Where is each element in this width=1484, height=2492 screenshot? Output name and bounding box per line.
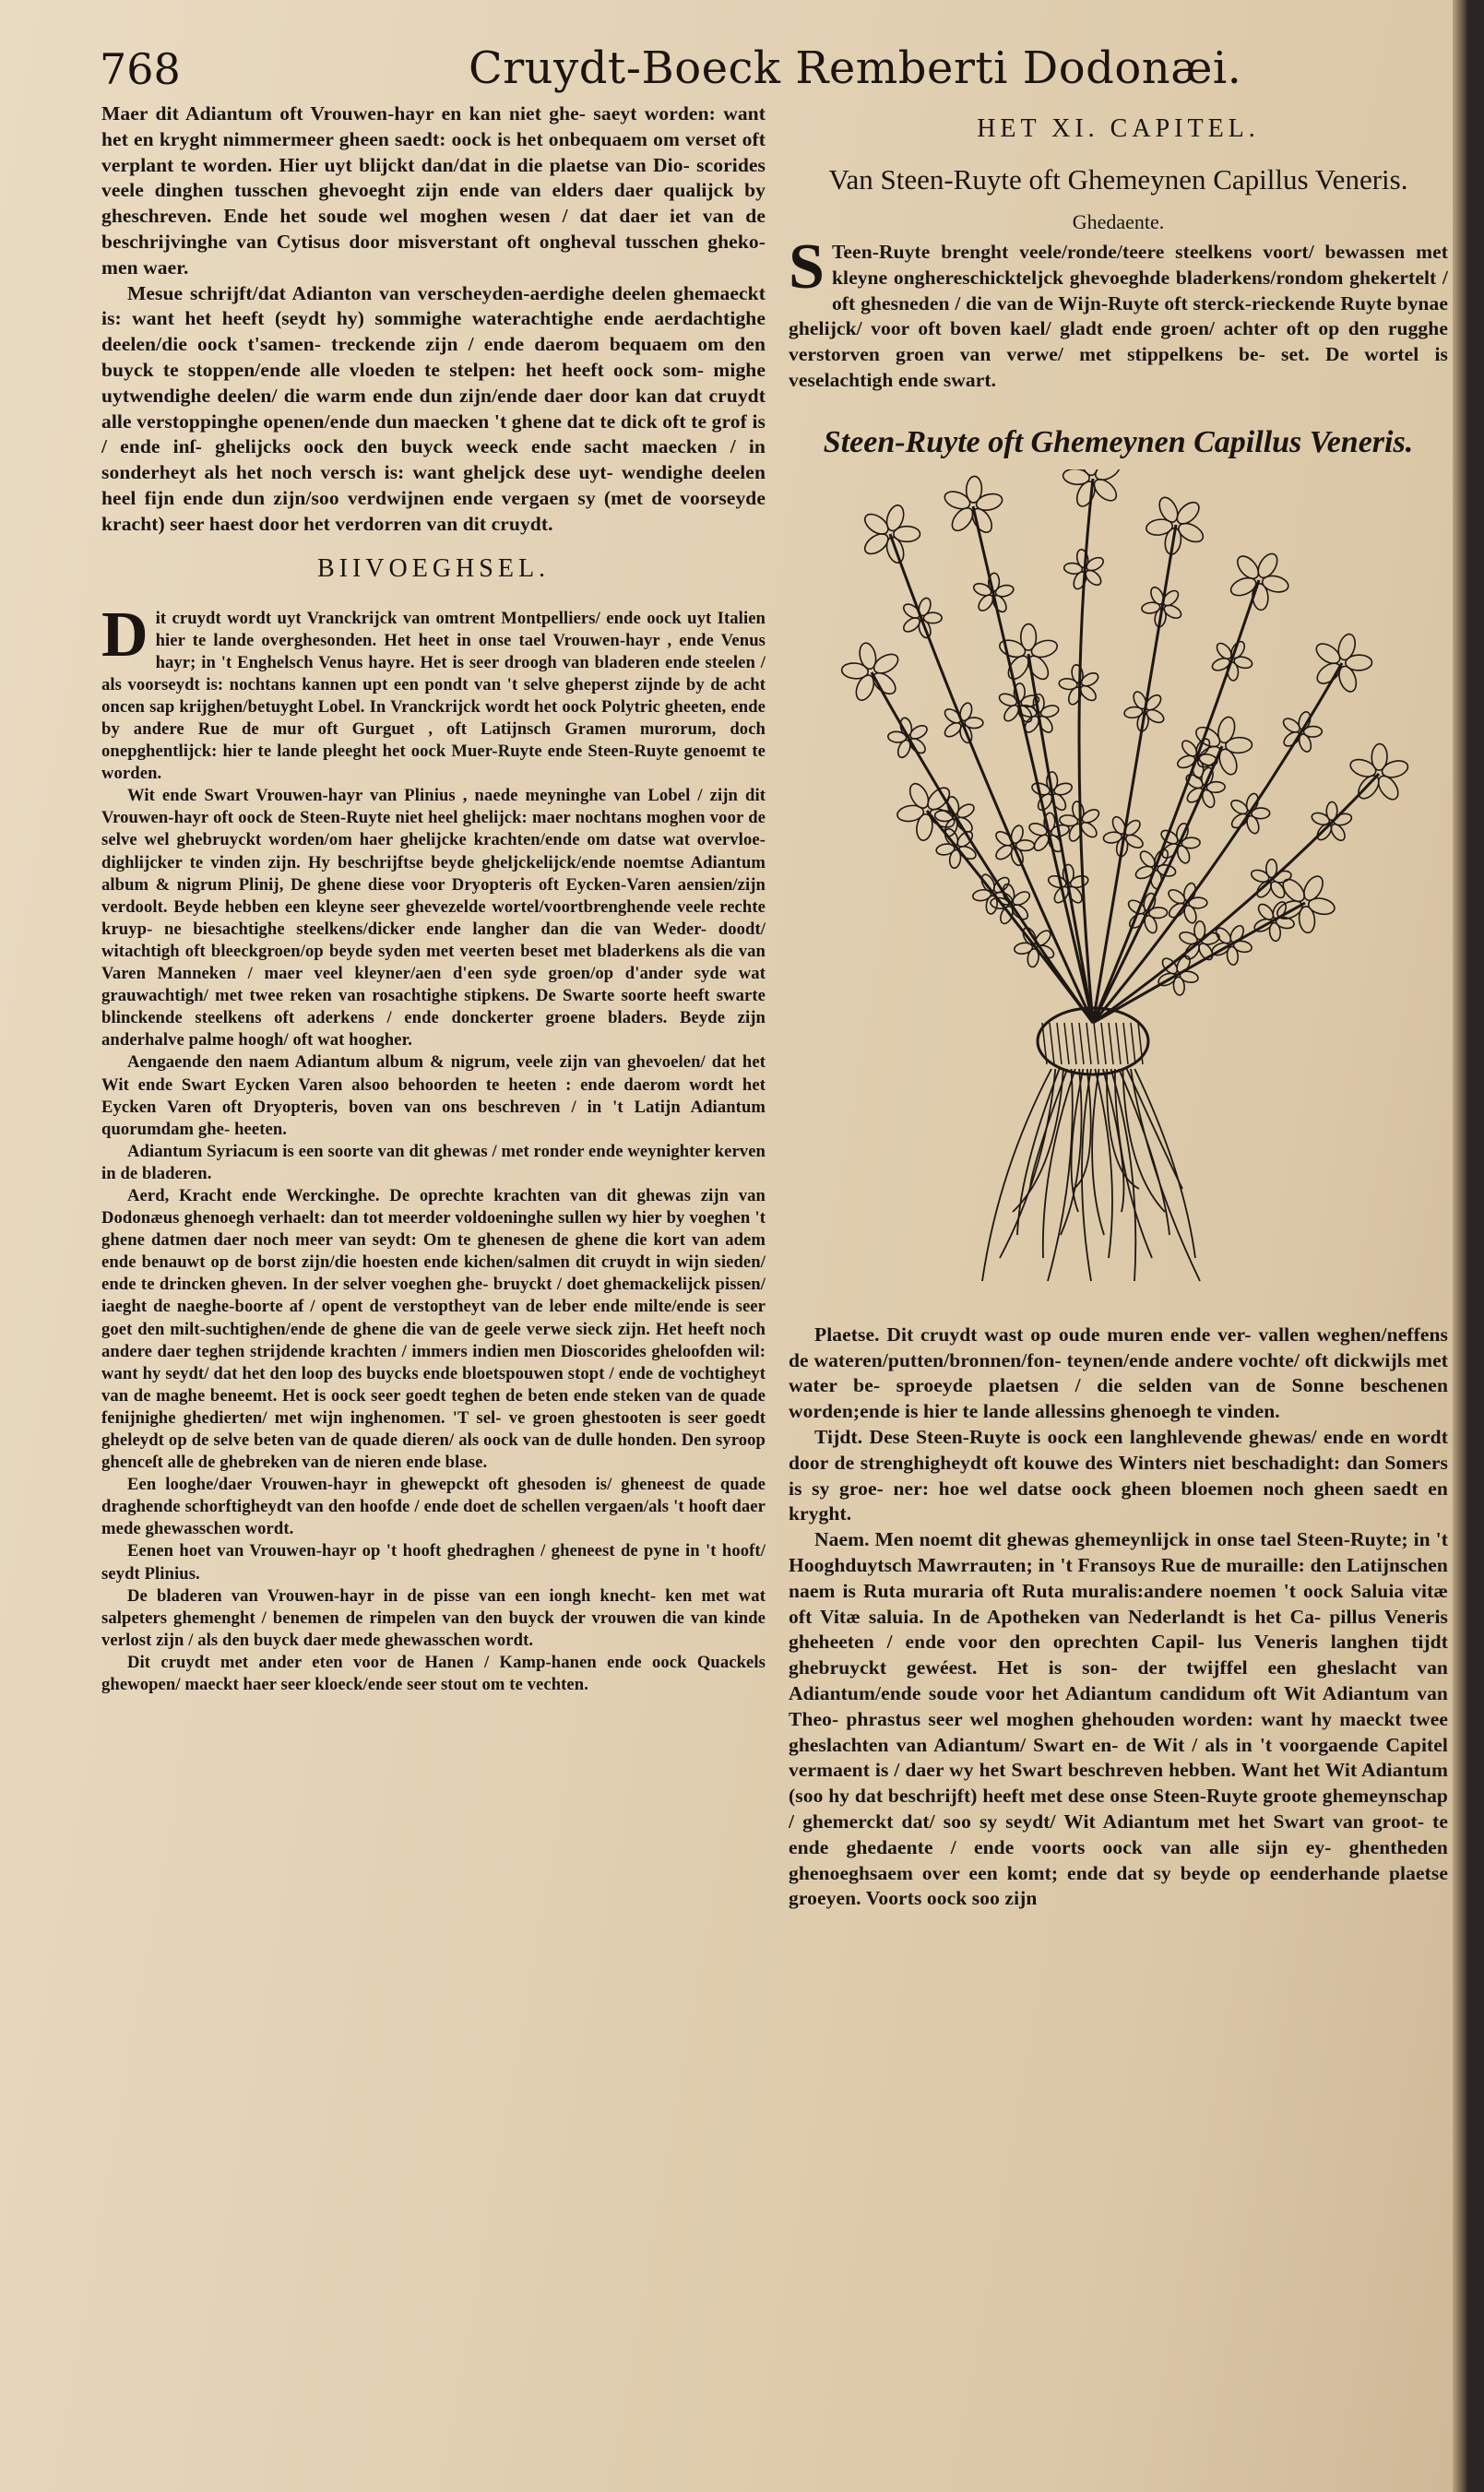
plate-caption: Steen-Ruyte oft Ghemeynen Capillus Veneris. xyxy=(823,424,1414,459)
text-paragraph: Eenen hoet van Vrouwen-hayr op 't hooft ghedraghen / gheneest de pyne in 't hooft/ seydt Plinius. xyxy=(101,1541,766,1584)
text-paragraph: Aerd, Kracht ende Werckinghe. De oprechte krachten van dit ghewas zijn van Dodonæus ghenoegh verhaelt: dan tot meerder voldoeninghe sullen wy hier by voeghen 't ghene datmen daer noch meer van seydt: Om te ghenesen de ghene die kort van adem ende benauwt op de borst zijn/die hoesten ende kichen/salmen dit cruydt in wijn sieden/ ende te drincken gheven. In der selver voeghen ghe- bruyckt / doet ghemackelijck pissen/ iaeght de naeghe-boorte af / opent de verstoptheyt van de leber ende milte/ende is seer goet den milt-suchtighen/ende de ghene die van de geele verwe sieck zijn. Het heeft noch andere daer teghen strijdende krachten / immers indien men Dioscorides gheloofden wil: want hy seydt/ dat het den loop des buycks ende bloetspouwen stopt / ende de vochtigheyt van de maghe beneemt. Het is oock seer goedt teghen de beten ende steken van de quade fenijnighe ghedierten/ met wijn inghenomen. 'T sel- ve groen ghestooten is seer goedt gheleydt op de selve beten van de quade dieren/ als oock van de dulle honden. Den syroop ghenceſt alle de ghebreken van de nieren ende blase. xyxy=(101,1185,766,1473)
stem xyxy=(890,534,1093,1023)
crown-hatch xyxy=(1116,1023,1121,1064)
crown-hatch xyxy=(1094,1023,1098,1064)
addendum-intro xyxy=(101,599,766,786)
leaflet xyxy=(1380,758,1409,780)
text-paragraph: Teen-Ruyte brenght veele/ronde/teere steelkens voort/ bewassen met kleyne onghereschickteljck ghevoeghde bladerkens/rondom ghekertelt / oft ghesneden / die van de Wijn-Ruyte oft sterck-rieckende Ruyte bynae ghelijck/ voor oft boven kael/ gladt ende groen/ achter oft op den rugghe verstorven groen van verwe/ met stippelkens be- set. De wortel is veselachtigh ende swart. xyxy=(789,241,1448,391)
text-paragraph: Plaetse. Dit cruydt wast op oude muren ende ver- vallen weghen/neffens de wateren/putten/bronnen/fon- teynen/ende andere vochte/ oft dickwijls met water be- sproeyde plaetsen / die selden van de Sonne beschenen worden;ende is hier te lande allessins ghenoegh te vinden. xyxy=(789,1323,1448,1423)
leaflet xyxy=(901,615,922,635)
page-number: 768 xyxy=(100,44,181,94)
text-paragraph: De bladeren van Vrouwen-hayr in de pisse van een iongh knecht- ken met wat salpeters ghemenght / benemen de rimpelen van den buyck der vrouwen die van kinde verlost zijn / als den buyck daer mede ghewasschen wordt. xyxy=(101,1585,766,1650)
text-paragraph: Dit cruydt met ander eten voor de Hanen / Kamp-hanen ende oock Quackels ghewopen/ maeckt haer seer kloeck/ende seer stout om te vechten. xyxy=(101,1652,766,1695)
leaflet xyxy=(1194,920,1205,939)
root-fiber xyxy=(1119,1069,1169,1235)
leaflet xyxy=(1179,969,1199,983)
leaflet xyxy=(1371,743,1388,770)
text-paragraph: Wit ende Swart Vrouwen-hayr van Plinius , naede meyninghe van Lobel / zijn dit Vrouwen-hayr oft oock de Steen-Ruyte niet heel ghelijck: maer nochtans moghen voor de selve wel ghebruyckt worden/om haer ghelijcke krachten/ende om datse wat overvloe- dighlijcker te vinden zijn. Hy beschrijftse beyde gheljckelijck/ende noemtse Adiantum album & nigrum Plinij, De ghene diese voor Dryopteris oft Eycken-Varen aensien/zijn verdoolt. Beyde hebben een kleyne seer ghevezelde wortel/voortbrenghende veele rechte kruyp- ne biesachtighe steelkens/dicker ende langher dan die van Weder- doodt/ witachtigh oft bleeckgroen/op beyde syden met veerten beset met bladerkens als die van Varen Manneken / maer veel kleyner/aen d'een syde groen/op d'ander syde wat grauwachtigh/ met twee reken van rosachtighe stipkens. De Swarte soorte heeft swarte blinckende steelkens oft aderkens / ende donckerter groene bladers. Beyde zijn anderhalve palme hoogh/ oft wat hoogher. xyxy=(101,786,766,1050)
leaflet xyxy=(841,662,869,680)
leaflet xyxy=(915,813,934,841)
leaflet xyxy=(1266,859,1277,877)
drop-cap: D xyxy=(101,599,148,670)
text-paragraph: Tijdt. Dese Steen-Ruyte is oock een langhlevende ghewas/ ende en wordt door de strenghigheydt oft kouwe des Winters niet beschadight: dan Somers is sy groe- ner: hoe wel datse oock gheen bloemen noch gheen saedt en kryght. xyxy=(789,1425,1448,1525)
leaflet xyxy=(1059,678,1078,691)
leaflet xyxy=(1307,896,1336,916)
leaflet xyxy=(1313,659,1344,688)
leaflet xyxy=(917,597,932,617)
leaflet xyxy=(1227,946,1240,966)
root-fiber xyxy=(1127,1069,1182,1189)
text-paragraph: Een looghe/daer Vrouwen-hayr in ghewepckt oft ghesoden is/ gheneest de quade draghende schorftigheydt van den hoofde / ende doet de schellen vergaen/als 't hooft daer mede ghewasschen wordt. xyxy=(101,1475,766,1539)
text-paragraph: it cruydt wordt uyt Vranckrijck van omtrent Montpelliers/ ende oock uyt Italien hier te lande overghesonden. Het heet in onse tael Vrouwen-hayr , ende Venus hayr; in 't Enghelsch Venus hayre. Het is seer droogh van bladeren ende steelen / als voorseydt is: nochtans kannen upt een pondt van 't selve gheperst zijnde by de acht oncen sap krijghen/betuyght Lobel. In Vranckrijck wordt het oock Polytric gheeten, ende by andere Rue de mur oft Gurguet , oft Latijnsch Gramen murorum, doch onepghentlijck: hier te lande pleeght het oock Muer-Ruyte ende Steen-Ruyte genoemt te worden. xyxy=(101,608,766,784)
description-subheading: Ghedaente. xyxy=(1072,210,1165,233)
stem xyxy=(1093,746,1222,1023)
leaflet xyxy=(884,503,907,532)
leaflet xyxy=(1269,922,1282,942)
text-paragraph: Mesue schrijft/dat Adianton van verscheyden-aerdighe deelen ghemaeckt is: want het heeft (seydt hy) sommighe waterachtighe ende aerdachtighe deelen/die oock t'samen- treckende zijn / ende daerom bequaem om den buyck te stoppen/ende alle vloeden te stelpen: het heeft oock som- mighe uytwendighe deelen/ die warm ende dun zijn/ende daer door kan dat cruydt alle verstoppinghe openen/ende dun maecken 't ghene dat te dick oft te grof is / ende inſ- ghelijcks oock den buyck weeck ende sacht maecken / in sonderheyt als het noch versch is: want gheljck dese uyt- wendighe deelen heel fijn ende dun zijn/soo verdwijnen ende vergaen sy (met de voorseyde kracht) seer haest door het verdorren van dit cruydt. xyxy=(101,281,766,535)
leaflet xyxy=(1185,785,1206,804)
crown-hatch xyxy=(1131,1023,1135,1064)
leaflet xyxy=(1047,873,1067,889)
text-paragraph: Aengaende den naem Adiantum album & nigrum, veele zijn van ghevoelen/ dat het Wit ende Swart Eycken Varen alsoo behoorden te heeten : ende daerom wordt het Eycken Varen oft Dryopteris, boven van ons beschreven / in 't Latijn Adiantum quorumdam ghe- heeten. xyxy=(101,1052,766,1139)
text-paragraph: Adiantum Syriacum is een soorte van dit ghewas / met ronder ende weynighter kerven in de bladeren. xyxy=(101,1141,766,1183)
leaflet xyxy=(1063,562,1083,575)
crown-hatch xyxy=(1123,1023,1128,1064)
crown-hatch xyxy=(1072,1023,1076,1064)
leaflet xyxy=(1313,640,1344,668)
crown-hatch xyxy=(1050,1023,1054,1064)
leaflet xyxy=(1159,841,1181,860)
right-column xyxy=(789,111,1448,1912)
plant-woodcut-illustration xyxy=(789,469,1448,1313)
leaflet xyxy=(975,491,1004,512)
crown-hatch xyxy=(1064,1023,1069,1064)
chapter-intro xyxy=(789,231,1448,394)
crown-hatch xyxy=(1086,1023,1091,1064)
leaflet xyxy=(1029,637,1059,660)
chapter-heading: HET XI. CAPITEL. xyxy=(977,114,1260,143)
drop-cap: S xyxy=(789,231,825,303)
leaflet xyxy=(1374,772,1402,802)
leaflet xyxy=(1216,715,1237,744)
crown-hatch xyxy=(1079,1023,1084,1064)
leaflet xyxy=(896,803,925,823)
text-paragraph: Naem. Men noemt dit ghewas ghemeynlijck in onse tael Steen-Ruyte; in 't Hooghduytsch Mawrrauten; in 't Fransoys Rue de muraille: den Latijnschen naem is Ruta muraria oft Ruta muralis:andere noemen 't oock Saluia vitæ oft Vitæ saluia. In de Apotheken van Nederlandt is het Ca- pillus Veneris gheheeten / ende voor den oprechten Capil- lus Veneris langhen tijdt ghebruyckt gewéest. Het is son- der twijffel een gheslacht van Adiantum/ende soude voor het Adiantum candidum oft Wit Adiantum van Theo- phrastus seer wel moghen ghehouden worden: want hy maeckt twee gheslachten van Adiantum/ Swart en- de Wit / als in 't voorgaende Capitel vermaent is / daer wy het Swart beschreven hebben. Want het Wit Adiantum (soo hy dat beschrijft) heeft met dese onse Steen-Ruyte groote ghemeynschap / ghemerckt dat/ soo sy seydt/ Wit Adiantum met het Swart van groot- te ende ghedaente / ende voorts oock van alle sijn ey- ghentheden ghenoeghsaem over een komt; ende dat sy beyde op eenderhande plaetse groeyen. Voorts oock soo zijn xyxy=(789,1528,1448,1910)
leaflet xyxy=(861,529,892,557)
leaflet xyxy=(1009,824,1025,844)
leaflet xyxy=(858,641,879,670)
leaflet xyxy=(1326,801,1337,820)
leaflet xyxy=(1298,906,1316,933)
root-fiber xyxy=(1134,1069,1195,1258)
fern-plant-drawing xyxy=(789,469,1448,1313)
root-fiber xyxy=(1092,1069,1104,1235)
page-header xyxy=(100,35,1242,100)
leaflet xyxy=(1261,574,1290,595)
left-column xyxy=(101,101,766,1696)
leaflet xyxy=(943,720,964,740)
crown-hatch xyxy=(1101,1023,1106,1064)
leaflet xyxy=(1336,632,1358,661)
root-fiber xyxy=(1115,1069,1152,1258)
leaflet xyxy=(887,730,907,742)
leaflet xyxy=(1030,781,1051,797)
leaflet xyxy=(1172,976,1185,995)
chapter-title: Van Steen-Ruyte oft Ghemeynen Capillus Veneris. xyxy=(828,163,1408,196)
root-fiber xyxy=(1000,1069,1055,1258)
page-edge xyxy=(1453,0,1468,2492)
leaflet xyxy=(958,701,974,721)
leaflet xyxy=(1233,655,1253,670)
leaflet xyxy=(993,842,1015,861)
text-paragraph: Maer dit Adiantum oft Vrouwen-hayr en kan niet ghe- saeyt worden: want het en kryght nimmermeer gheen saedt: oock is het onbequaem om verset oft verplant te worden. Hier uyt blijckt dan/dat in die plaetse van Dio- scorides veele dinghen tusschen ghevoeght zijn ende van elders daer qualijck by gheschreven. Ende het soude wel moghen wesen / dat daer iet van de beschrijvinghe van Cytisus door misverstant oft ongheval tusschen gheko- men waer. xyxy=(101,102,766,279)
leaflet xyxy=(1232,939,1252,953)
leaflet xyxy=(994,583,1015,598)
running-title: Cruydt-Boeck Remberti Dodonæi. xyxy=(469,42,1242,94)
crown-hatch xyxy=(1109,1023,1113,1064)
crown-hatch xyxy=(1057,1023,1062,1064)
root-fiber xyxy=(982,1069,1051,1281)
chapter-body xyxy=(789,1323,1448,1912)
section-heading: BIIVOEGHSEL. xyxy=(316,553,551,583)
